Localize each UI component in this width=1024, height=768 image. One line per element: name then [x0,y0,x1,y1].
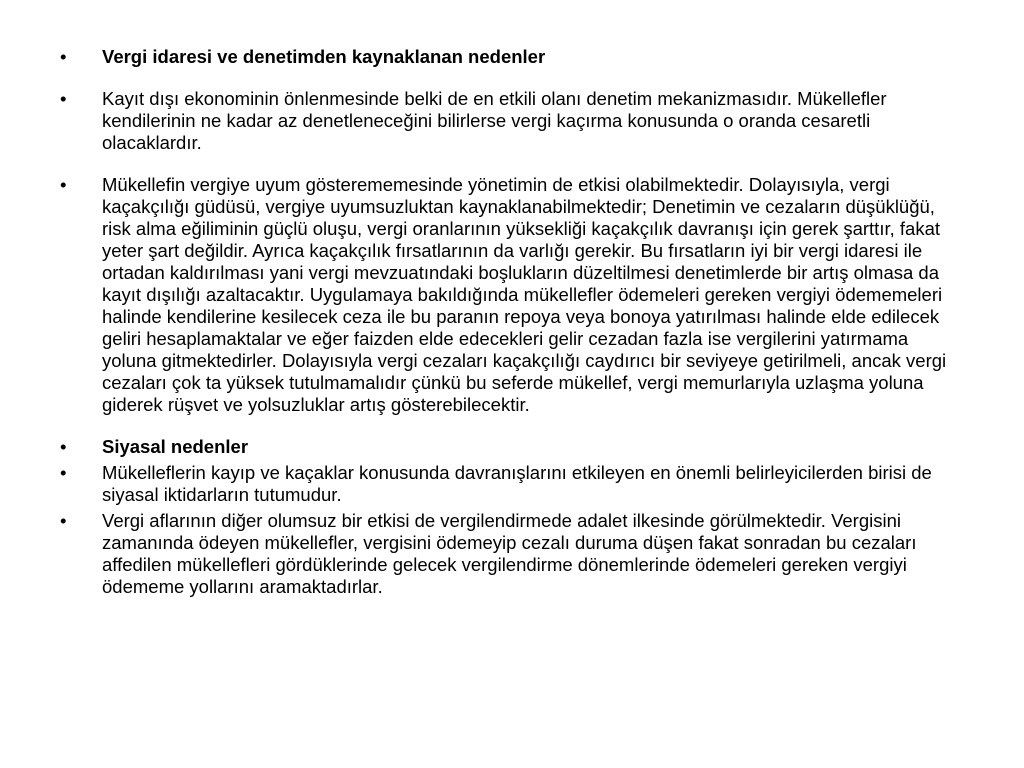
bullet-icon: • [60,174,67,195]
bullet-paragraph-informal-economy [60,88,960,154]
bullet-text: Mükelleflerin kayıp ve kaçaklar konusunda davranışlarını etkileyen en önemli belirleyicilerden birisi de siyasal iktidarların tutumudur. [102,462,932,505]
bullet-paragraph-tax-amnesty [60,510,960,598]
bullet-text: Vergi idaresi ve denetimden kaynaklanan nedenler [102,46,546,67]
bullet-icon: • [60,510,67,531]
bullet-icon: • [60,88,67,109]
bullet-icon: • [60,436,67,457]
bullet-paragraph-compliance [60,174,960,416]
bullet-heading-tax-administration [60,46,960,68]
bullet-icon: • [60,46,67,67]
bullet-heading-political-reasons [60,436,960,458]
bullet-icon: • [60,462,67,483]
bullet-text: Vergi aflarının diğer olumsuz bir etkisi de vergilendirmede adalet ilkesinde görülmektedir. Vergisini zamanında ödeyen mükellefler, vergisini ödemeyip cezalı duruma düşen fakat sonradan bu cezaları affedilen mükellefleri gördüklerinde gelecek vergilendirme dönemlerinde ödemeleri gereken vergiyi ödememe yollarını aramaktadırlar. [102,510,917,597]
bullet-text: Kayıt dışı ekonominin önlenmesinde belki de en etkili olanı denetim mekanizmasıdır. Mükellefler kendilerinin ne kadar az denetleneceğini bilirlerse vergi kaçırma konusunda o oranda cesaretli olacaklardır. [102,88,887,153]
bullet-list [60,46,960,598]
bullet-paragraph-political-stance [60,462,960,506]
bullet-text: Siyasal nedenler [102,436,249,457]
bullet-text: Mükellefin vergiye uyum gösterememesinde yönetimin de etkisi olabilmektedir. Dolayısıyla, vergi kaçakçılığı güdüsü, vergiye uyumsuzluktan kaynaklanabilmektedir; Denetimin ve cezaların düşüklüğü, risk alma eğiliminin güçlü oluşu, vergi oranlarının yüksekliği kaçakçılık davranışı için gerek şarttır, fakat yeter şart değildir. Ayrıca kaçakçılık fırsatlarının da varlığı gerekir. Bu fırsatların iyi bir vergi idaresi ile ortadan kaldırılması yani vergi mevzuatındaki boşlukların düzeltilmesi denetimlerde bir artış olmasa da kayıt dışılığı azaltacaktır. Uygulamaya bakıldığında mükellefler ödemeleri gereken vergiyi ödememeleri halinde kendilerine kesilecek ceza ile bu paranın repoya veya bonoya yatırılması halinde elde edilecek geliri hesaplamaktalar ve eğer faizden elde edecekleri gelir cezadan fazla ise vergilerini yatırmama yoluna gitmektedirler. Dolayısıyla vergi cezaları kaçakçılığı caydırıcı bir seviyeye getirilmeli, ancak vergi cezaları çok ta yüksek tutulmamalıdır çünkü bu seferde mükellef, vergi memurlarıyla uzlaşma yoluna giderek rüşvet ve yolsuzluklar artış gösterebilecektir. [102,174,947,415]
